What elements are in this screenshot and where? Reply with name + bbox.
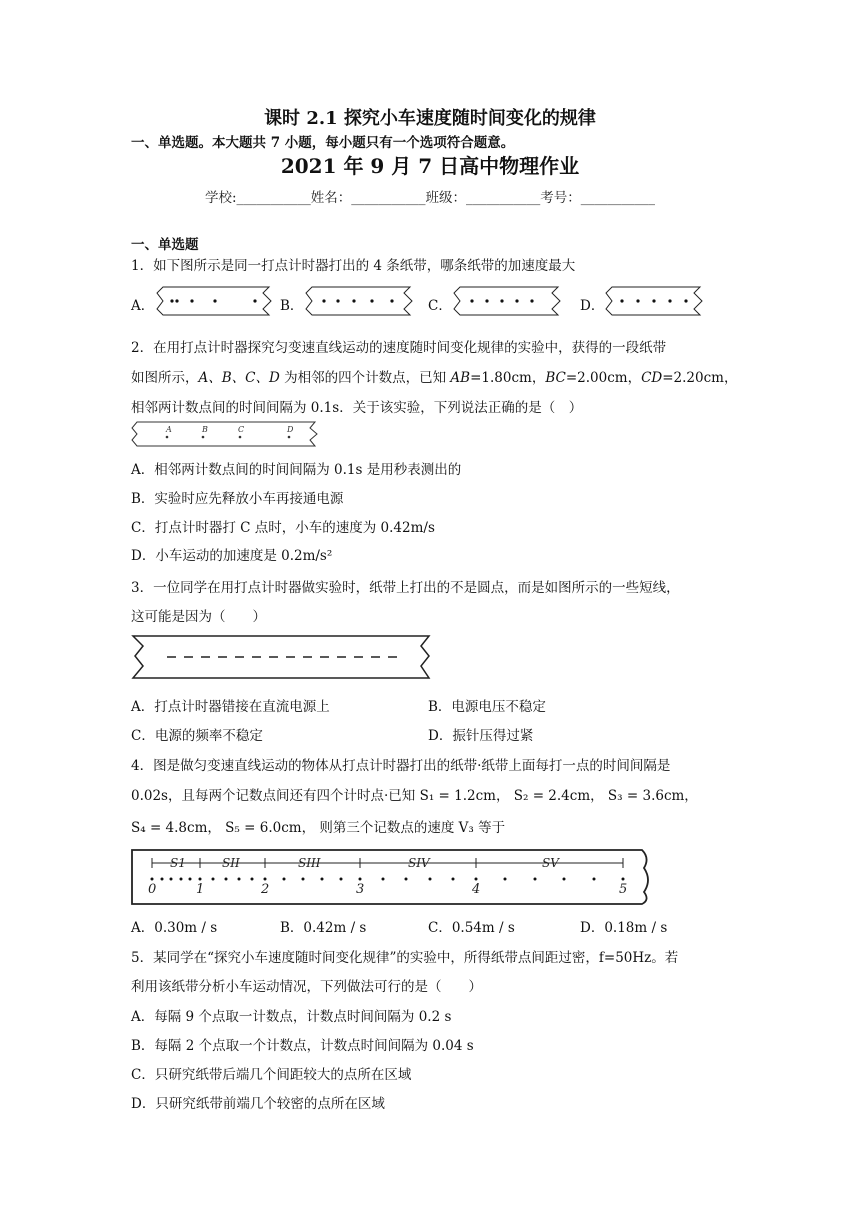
q1-tape-c	[452, 285, 566, 317]
question-4-line-1: 4．图是做匀变速直线运动的物体从打点计时器打出的纸带·纸带上面每打一点的时间间隔是	[131, 758, 671, 774]
section-heading: 一、单选题	[131, 237, 199, 253]
q4-option-a: A．0.30m / s	[131, 920, 218, 936]
q4-option-b: B．0.42m / s	[280, 920, 367, 936]
tape-segment-s2: SII	[222, 856, 240, 870]
q1-tape-a	[155, 285, 277, 317]
q1-option-b-label: B．	[280, 298, 304, 314]
q1-option-c-label: C．	[428, 298, 452, 314]
question-4-line-2: 0.02s，且每两个记数点间还有四个计时点·已知 S₁ = 1.2cm， S₂ = 2.4cm， S₃ = 3.6cm，	[131, 788, 698, 804]
tape-label-c: C	[238, 425, 245, 434]
q4-option-d: D．0.18m / s	[580, 920, 668, 936]
q5-option-b: B．每隔 2 个点取一个计数点，计数点时间间隔为 0.04 s	[131, 1038, 474, 1054]
q3-tape-figure	[131, 634, 433, 680]
tape-label-b: B	[202, 425, 208, 434]
question-3-line-2: 这可能是因为（ ）	[131, 609, 266, 625]
tape-count-1: 1	[196, 882, 205, 897]
q4-tape-figure	[130, 848, 660, 906]
question-5-line-1: 5．某同学在“探究小车速度随时间变化规律”的实验中，所得纸带点间距过密，f=50Hz。若	[131, 950, 679, 966]
q3-option-b: B．电源电压不稳定	[428, 699, 546, 715]
tape-count-3: 3	[356, 882, 365, 897]
question-5-line-2: 利用该纸带分析小车运动情况，下列做法可行的是（ ）	[131, 979, 482, 995]
lesson-title: 课时 2.1 探究小车速度随时间变化的规律	[264, 108, 596, 129]
tape-label-d: D	[287, 425, 294, 434]
tape-label-a: A	[166, 425, 172, 434]
q3-option-c: C．电源的频率不稳定	[131, 728, 263, 744]
q5-option-a: A．每隔 9 个点取一计数点，计数点时间间隔为 0.2 s	[131, 1009, 452, 1025]
student-info-line: 学校:___________姓名：___________班级：___________考号：___________	[204, 190, 656, 206]
tape-count-5: 5	[619, 882, 628, 897]
tape-segment-s1: S1	[170, 856, 186, 870]
q5-option-d: D．只研究纸带前端几个较密的点所在区域	[131, 1096, 385, 1112]
q1-option-a-label: A．	[131, 298, 155, 314]
question-3-line-1: 3．一位同学在用打点计时器做实验时，纸带上打出的不是圆点，而是如图所示的一些短线，	[131, 580, 680, 596]
tape-count-2: 2	[261, 882, 270, 897]
tape-count-0: 0	[148, 882, 157, 897]
question-4-line-3: S₄ = 4.8cm， S₅ = 6.0cm， 则第三个记数点的速度 V₃ 等于	[131, 820, 506, 836]
question-2-line-2: 如图所示，A、B、C、D 为相邻的四个计数点，已知 AB=1.80cm，BC=2.00cm，CD=2.20cm，	[131, 370, 738, 386]
tape-segment-s3: SIII	[298, 856, 321, 870]
q1-option-d-label: D．	[580, 298, 605, 314]
q1-tape-d	[604, 285, 708, 317]
tape-segment-s4: SIV	[408, 856, 430, 870]
q2-option-a: A．相邻两计数点间的时间间隔为 0.1s 是用秒表测出的	[131, 462, 462, 478]
q2-option-c: C．打点计时器打 C 点时，小车的速度为 0.42m/s	[131, 520, 435, 536]
question-1-stem: 1．如下图所示是同一打点计时器打出的 4 条纸带，哪条纸带的加速度最大	[131, 258, 576, 274]
tape-segment-s5: SV	[542, 856, 559, 870]
q3-option-d: D．振针压得过紧	[428, 728, 534, 744]
q3-option-a: A．打点计时器错接在直流电源上	[131, 699, 330, 715]
q5-option-c: C．只研究纸带后端几个间距较大的点所在区域	[131, 1067, 412, 1083]
q1-tape-b	[304, 285, 418, 317]
question-2-line-1: 2．在用打点计时器探究匀变速直线运动的速度随时间变化规律的实验中，获得的一段纸带	[131, 340, 667, 356]
q2-tape-figure	[129, 420, 323, 448]
tape-count-4: 4	[472, 882, 481, 897]
q2-option-d: D．小车运动的加速度是 0.2m/s²	[131, 548, 333, 564]
section-instruction: 一、单选题。本大题共 7 小题，每小题只有一个选项符合题意。	[131, 135, 515, 151]
page-title: 2021 年 9 月 7 日高中物理作业	[280, 154, 580, 178]
q4-option-c: C．0.54m / s	[428, 920, 515, 936]
question-2-line-3: 相邻两计数点间的时间间隔为 0.1s．关于该实验，下列说法正确的是（ ）	[131, 400, 583, 416]
q2-option-b: B．实验时应先释放小车再接通电源	[131, 491, 344, 507]
